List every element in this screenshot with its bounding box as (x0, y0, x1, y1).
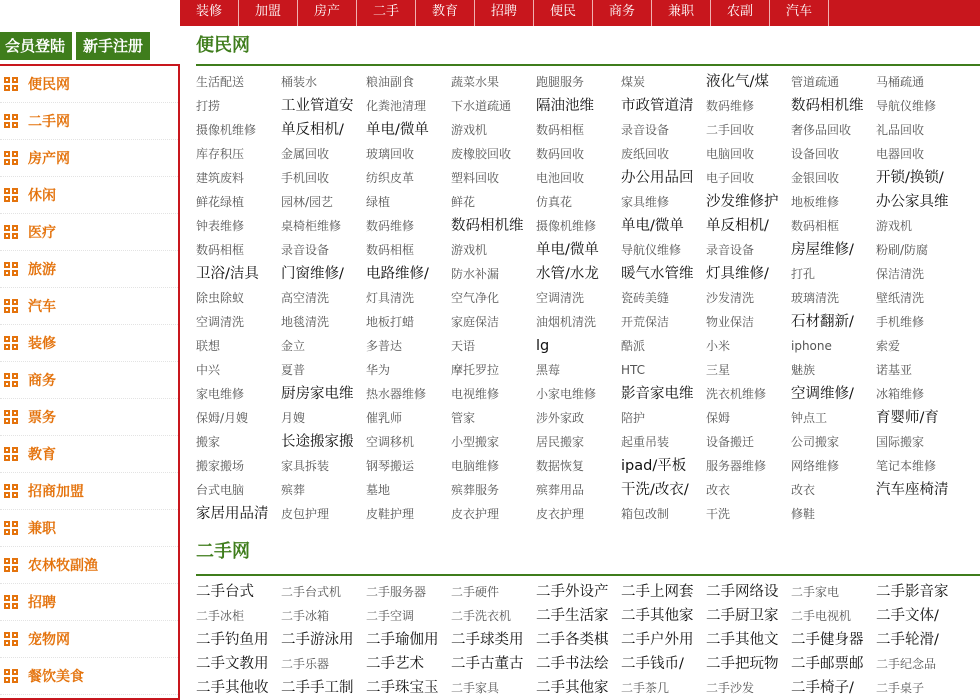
category-link[interactable]: 鲜花绿植 (196, 195, 245, 209)
category-link[interactable]: 库存积压 (196, 147, 245, 161)
category-link[interactable]: 录音设备 (621, 123, 670, 137)
nav-item[interactable]: 兼职 (652, 0, 711, 26)
sidebar-menu-item[interactable] (0, 288, 178, 325)
sidebar-menu-item[interactable] (0, 436, 178, 473)
sidebar-menu-item[interactable] (0, 473, 178, 510)
category-link[interactable]: 废橡胶回收 (451, 147, 512, 161)
category-link[interactable]: 三星 (706, 363, 731, 377)
category-link[interactable]: 长途搬家搬 (281, 434, 354, 450)
nav-item[interactable]: 二手 (357, 0, 416, 26)
sidebar-menu-item[interactable] (0, 547, 178, 584)
section-ershou (196, 532, 980, 700)
category-link[interactable]: 水管/水龙 (536, 266, 599, 282)
sidebar-menu-label: 商务 (28, 373, 56, 389)
category-link[interactable]: 二手回收 (706, 123, 755, 137)
category-link[interactable]: 二手硬件 (451, 585, 500, 599)
category-link[interactable]: 二手书法绘 (536, 656, 609, 672)
category-link[interactable]: 二手椅子/ (791, 680, 854, 696)
category-link[interactable]: 防水补漏 (451, 267, 500, 281)
category-link[interactable]: 笔记本维修 (876, 459, 937, 473)
grid-icon (4, 225, 18, 239)
category-link[interactable]: 皮包护理 (281, 507, 330, 521)
category-link[interactable]: 摩托罗拉 (451, 363, 500, 377)
category-link[interactable]: 二手服务器 (366, 585, 427, 599)
category-link[interactable]: 数码相框 (366, 243, 415, 257)
category-link[interactable]: 服务器维修 (706, 459, 767, 473)
category-link[interactable]: 录音设备 (706, 243, 755, 257)
category-link[interactable]: 单电/微单 (621, 218, 684, 234)
category-link[interactable]: 开荒保洁 (621, 315, 670, 329)
sidebar-menu-label: 兼职 (28, 521, 56, 537)
category-link[interactable]: 导航仪维修 (876, 99, 937, 113)
category-link[interactable]: 家庭保洁 (451, 315, 500, 329)
category-link[interactable]: 家具维修 (621, 195, 670, 209)
category-link[interactable]: 居民搬家 (536, 435, 585, 449)
category-link[interactable]: 二手乐器 (281, 657, 330, 671)
link-grid (196, 580, 980, 700)
category-link[interactable]: 二手其他收 (196, 680, 269, 696)
sidebar-menu-label: 农林牧副渔 (28, 558, 98, 574)
category-link[interactable]: 单反相机/ (706, 218, 769, 234)
category-link[interactable]: 二手影音家 (876, 584, 949, 600)
nav-item[interactable]: 教育 (416, 0, 475, 26)
category-link[interactable]: 导航仪维修 (621, 243, 682, 257)
grid-icon (4, 669, 18, 683)
category-link[interactable]: 液化气/煤 (706, 74, 769, 90)
grid-icon (4, 151, 18, 165)
category-link[interactable]: 卫浴/洁具 (196, 266, 259, 282)
sidebar-menu-label: 医疗 (28, 225, 56, 241)
category-link[interactable]: 粮油副食 (366, 75, 415, 89)
category-link[interactable]: 空调维修/ (791, 386, 854, 402)
category-menu (0, 64, 180, 700)
category-link[interactable]: 打孔 (791, 267, 816, 281)
sidebar-menu-item[interactable] (0, 140, 178, 177)
category-link[interactable]: 干洗 (706, 507, 731, 521)
category-link[interactable]: 金属回收 (281, 147, 330, 161)
category-link[interactable]: 设备回收 (791, 147, 840, 161)
category-link[interactable]: 涉外家政 (536, 411, 585, 425)
category-link[interactable]: 电视维修 (451, 387, 500, 401)
category-link[interactable]: 天语 (451, 339, 476, 353)
category-link[interactable]: 钢琴搬运 (366, 459, 415, 473)
sidebar-menu-item[interactable] (0, 325, 178, 362)
nav-item[interactable]: 汽车 (770, 0, 829, 26)
category-link[interactable]: lg (536, 338, 550, 354)
section-divider (196, 64, 980, 66)
category-link[interactable]: 房屋维修/ (791, 242, 854, 258)
category-link[interactable]: 隔油池维 (536, 98, 594, 114)
category-link[interactable]: 多普达 (366, 339, 403, 353)
category-link[interactable]: 手机维修 (876, 315, 925, 329)
sidebar-menu-label: 汽车 (28, 299, 56, 315)
category-link[interactable]: 手机回收 (281, 171, 330, 185)
category-link[interactable]: 游戏机 (876, 219, 913, 233)
nav-item[interactable]: 房产 (298, 0, 357, 26)
category-link[interactable]: 摄像机维修 (536, 219, 597, 233)
category-link[interactable]: 二手艺术 (366, 656, 424, 672)
grid-icon (4, 336, 18, 350)
category-link[interactable]: 二手其他文 (706, 632, 779, 648)
category-link[interactable]: 二手桌子 (876, 681, 925, 695)
category-link[interactable]: 玻璃清洗 (791, 291, 840, 305)
category-link[interactable]: 二手台式 (196, 584, 254, 600)
category-link[interactable]: 电池回收 (536, 171, 585, 185)
category-link[interactable]: 生活配送 (196, 75, 245, 89)
category-link[interactable]: 金银回收 (791, 171, 840, 185)
category-link[interactable]: 二手上网套 (621, 584, 694, 600)
category-link[interactable]: 保姆 (706, 411, 731, 425)
category-link[interactable]: 二手轮滑/ (876, 632, 939, 648)
category-link[interactable]: 国际搬家 (876, 435, 925, 449)
category-link[interactable]: 下水道疏通 (451, 99, 512, 113)
category-link[interactable]: 数据恢复 (536, 459, 585, 473)
sidebar-menu-item[interactable] (0, 621, 178, 658)
category-link[interactable]: 电脑维修 (451, 459, 500, 473)
category-link[interactable]: 二手茶几 (621, 681, 670, 695)
grid-icon (4, 410, 18, 424)
category-link[interactable]: 二手空调 (366, 609, 415, 623)
category-link[interactable]: 设备搬迁 (706, 435, 755, 449)
category-link[interactable]: 网络维修 (791, 459, 840, 473)
auth-buttons (0, 26, 180, 66)
category-link[interactable]: 殡葬用品 (536, 483, 585, 497)
nav-item[interactable]: 装修 (180, 0, 239, 26)
category-link[interactable]: 二手生活家 (536, 608, 609, 624)
category-link[interactable]: 小型搬家 (451, 435, 500, 449)
category-link[interactable]: 单反相机/ (281, 122, 344, 138)
grid-icon (4, 632, 18, 646)
category-link[interactable]: 二手台式机 (281, 585, 342, 599)
category-link[interactable]: 建筑废料 (196, 171, 245, 185)
sidebar-menu-label: 房产网 (28, 151, 70, 167)
category-link[interactable]: 电路维修/ (366, 266, 429, 282)
sidebar-menu-label: 休闲 (28, 188, 56, 204)
category-link[interactable]: 暖气水管维 (621, 266, 694, 282)
category-link[interactable]: 地板打蜡 (366, 315, 415, 329)
sidebar-menu-item[interactable] (0, 399, 178, 436)
category-link[interactable]: iphone (791, 339, 832, 353)
grid-icon (4, 447, 18, 461)
category-link[interactable]: 催乳师 (366, 411, 403, 425)
category-link[interactable]: 洗衣机维修 (706, 387, 767, 401)
category-link[interactable]: 保姆/月嫂 (196, 411, 249, 425)
category-link[interactable]: 奢侈品回收 (791, 123, 852, 137)
sidebar-menu-item[interactable] (0, 214, 178, 251)
category-link[interactable]: 二手冰柜 (196, 609, 245, 623)
category-link[interactable]: 月嫂 (281, 411, 306, 425)
category-link[interactable]: 厨房家电维 (281, 386, 354, 402)
new-user-register-button[interactable]: 新手注册 (76, 32, 150, 60)
category-link[interactable]: 游戏机 (451, 243, 488, 257)
category-link[interactable]: 夏普 (281, 363, 306, 377)
category-link[interactable]: 索爱 (876, 339, 901, 353)
category-link[interactable]: 二手文体/ (876, 608, 939, 624)
category-link[interactable]: 二手其他家 (536, 680, 609, 696)
sidebar-menu-label: 宠物网 (28, 632, 70, 648)
category-link[interactable]: 桶装水 (281, 75, 318, 89)
category-link[interactable]: 仿真花 (536, 195, 573, 209)
nav-item[interactable]: 招聘 (475, 0, 534, 26)
sidebar-menu-item[interactable] (0, 103, 178, 140)
category-link[interactable]: 单电/微单 (536, 242, 599, 258)
category-link[interactable]: 台式电脑 (196, 483, 245, 497)
category-link[interactable]: 皮衣护理 (536, 507, 585, 521)
category-link[interactable]: 育婴师/育 (876, 410, 939, 426)
category-link[interactable]: 塑料回收 (451, 171, 500, 185)
category-link[interactable]: 二手瑜伽用 (366, 632, 439, 648)
category-link[interactable]: 纺织皮革 (366, 171, 415, 185)
category-link[interactable]: 瓷砖美缝 (621, 291, 670, 305)
section-bianmin (196, 26, 980, 526)
grid-icon (4, 299, 18, 313)
category-link[interactable]: 开锁/换锁/ (876, 170, 944, 186)
section-title: 二手网 (196, 541, 250, 562)
category-link[interactable]: 油烟机清洗 (536, 315, 597, 329)
category-link[interactable]: 皮衣护理 (451, 507, 500, 521)
category-link[interactable]: 化粪池清理 (366, 99, 427, 113)
category-link[interactable]: 数码相框 (536, 123, 585, 137)
grid-icon (4, 77, 18, 91)
category-link[interactable]: 园林/园艺 (281, 195, 334, 209)
category-link[interactable]: 市政管道清 (621, 98, 694, 114)
category-link[interactable]: 煤炭 (621, 75, 646, 89)
category-link[interactable]: 改衣 (791, 483, 816, 497)
category-link[interactable]: 家居用品清 (196, 506, 269, 522)
category-link[interactable]: 冰箱维修 (876, 387, 925, 401)
category-link[interactable]: 电脑回收 (706, 147, 755, 161)
category-link[interactable]: 摄像机维修 (196, 123, 257, 137)
sidebar-menu-item[interactable] (0, 658, 178, 695)
sidebar-menu-item[interactable] (0, 177, 178, 214)
category-link[interactable]: 数码相机维 (451, 218, 524, 234)
nav-item[interactable]: 便民 (534, 0, 593, 26)
category-link[interactable]: 沙发清洗 (706, 291, 755, 305)
category-link[interactable]: 打捞 (196, 99, 221, 113)
nav-item[interactable]: 加盟 (239, 0, 298, 26)
category-link[interactable]: 数码相框 (196, 243, 245, 257)
category-link[interactable]: 殡葬服务 (451, 483, 500, 497)
category-link[interactable]: 电器回收 (876, 147, 925, 161)
category-link[interactable]: 二手钓鱼用 (196, 632, 269, 648)
category-link[interactable]: 陪护 (621, 411, 646, 425)
main-content (196, 26, 980, 700)
category-link[interactable]: 空气净化 (451, 291, 500, 305)
sidebar-menu-item[interactable] (0, 362, 178, 399)
category-link[interactable]: 墓地 (366, 483, 391, 497)
category-link[interactable]: 二手家具 (451, 681, 500, 695)
category-link[interactable]: 二手手工制 (281, 680, 354, 696)
sidebar-menu-label: 招商加盟 (28, 484, 84, 500)
category-link[interactable]: 二手各类棋 (536, 632, 609, 648)
category-link[interactable]: 钟点工 (791, 411, 828, 425)
category-link[interactable]: 联想 (196, 339, 221, 353)
category-link[interactable]: 二手古董古 (451, 656, 524, 672)
grid-icon (4, 558, 18, 572)
category-link[interactable]: 马桶疏通 (876, 75, 925, 89)
category-link[interactable]: 门窗维修/ (281, 266, 344, 282)
category-link[interactable]: 二手健身器 (791, 632, 864, 648)
category-link[interactable]: 数码相框 (791, 219, 840, 233)
sidebar-menu-label: 票务 (28, 410, 56, 426)
category-link[interactable]: 二手游泳用 (281, 632, 354, 648)
category-link[interactable]: 殡葬 (281, 483, 306, 497)
sidebar-menu-label: 二手网 (28, 114, 70, 130)
category-link[interactable]: 皮鞋护理 (366, 507, 415, 521)
category-link[interactable]: 诺基亚 (876, 363, 913, 377)
category-link[interactable]: 公司搬家 (791, 435, 840, 449)
category-link[interactable]: 中兴 (196, 363, 221, 377)
category-link[interactable]: 影音家电维 (621, 386, 694, 402)
category-link[interactable]: 二手户外用 (621, 632, 694, 648)
section-divider (196, 574, 980, 576)
link-grid (196, 70, 980, 526)
category-link[interactable]: 二手其他家 (621, 608, 694, 624)
nav-item[interactable]: 商务 (593, 0, 652, 26)
category-link[interactable]: ipad/平板 (621, 458, 687, 474)
sidebar-menu-item[interactable] (0, 584, 178, 621)
category-link[interactable]: 起重吊装 (621, 435, 670, 449)
category-link[interactable]: 箱包改制 (621, 507, 670, 521)
category-link[interactable]: 二手外设产 (536, 584, 609, 600)
category-link[interactable]: 二手球类用 (451, 632, 524, 648)
category-link[interactable]: 黑莓 (536, 363, 561, 377)
category-link[interactable]: 汽车座椅清 (876, 482, 949, 498)
category-link[interactable]: 搬家搬场 (196, 459, 245, 473)
category-link[interactable]: 石材翻新/ (791, 314, 854, 330)
category-link[interactable]: 小家电维修 (536, 387, 597, 401)
grid-icon (4, 521, 18, 535)
category-link[interactable]: 废纸回收 (621, 147, 670, 161)
grid-icon (4, 114, 18, 128)
top-navigation (180, 0, 980, 26)
category-link[interactable]: 小米 (706, 339, 731, 353)
category-link[interactable]: 空调清洗 (536, 291, 585, 305)
category-link[interactable]: 高空清洗 (281, 291, 330, 305)
category-link[interactable]: 壁纸清洗 (876, 291, 925, 305)
category-link[interactable]: 热水器维修 (366, 387, 427, 401)
grid-icon (4, 262, 18, 276)
category-link[interactable]: 数码维修 (366, 219, 415, 233)
category-link[interactable]: 二手洗衣机 (451, 609, 512, 623)
sidebar-menu-item[interactable] (0, 251, 178, 288)
category-link[interactable]: 保洁清洗 (876, 267, 925, 281)
category-link[interactable]: 地毯清洗 (281, 315, 330, 329)
category-link[interactable]: 空调移机 (366, 435, 415, 449)
category-link[interactable]: 魅族 (791, 363, 816, 377)
member-login-button[interactable]: 会员登陆 (0, 32, 72, 60)
category-link[interactable]: 空调清洗 (196, 315, 245, 329)
category-link[interactable]: 灯具清洗 (366, 291, 415, 305)
category-link[interactable]: 跑腿服务 (536, 75, 585, 89)
category-link[interactable]: 金立 (281, 339, 306, 353)
category-link[interactable]: 办公用品回 (621, 170, 694, 186)
category-link[interactable]: 二手厨卫家 (706, 608, 779, 624)
category-link[interactable]: 电子回收 (706, 171, 755, 185)
category-link[interactable]: 二手邮票邮 (791, 656, 864, 672)
sidebar-menu-label: 教育 (28, 447, 56, 463)
section-title: 便民网 (196, 35, 250, 56)
category-link[interactable]: 二手网络设 (706, 584, 779, 600)
sidebar-menu-label: 装修 (28, 336, 56, 352)
sidebar-menu-item[interactable] (0, 66, 178, 103)
category-link[interactable]: 修鞋 (791, 507, 816, 521)
grid-icon (4, 595, 18, 609)
category-link[interactable]: 钟表维修 (196, 219, 245, 233)
category-link[interactable]: 家电维修 (196, 387, 245, 401)
category-link[interactable]: 二手电视机 (791, 609, 852, 623)
category-link[interactable]: 除虫除蚁 (196, 291, 245, 305)
category-link[interactable]: 礼品回收 (876, 123, 925, 137)
sidebar-menu-label: 招聘 (28, 595, 56, 611)
category-link[interactable]: HTC (621, 363, 646, 377)
category-link[interactable]: 家具拆装 (281, 459, 330, 473)
category-link[interactable]: 二手冰箱 (281, 609, 330, 623)
category-link[interactable]: 鲜花 (451, 195, 476, 209)
category-link[interactable]: 数码维修 (706, 99, 755, 113)
sidebar (0, 26, 180, 700)
grid-icon (4, 373, 18, 387)
grid-icon (4, 484, 18, 498)
sidebar-menu-label: 便民网 (28, 77, 70, 93)
category-link[interactable]: 沙发维修护 (706, 194, 779, 210)
category-link[interactable]: 管道疏通 (791, 75, 840, 89)
category-link[interactable]: 数码相机维 (791, 98, 864, 114)
category-link[interactable]: 数码回收 (536, 147, 585, 161)
category-link[interactable]: 物业保洁 (706, 315, 755, 329)
category-link[interactable]: 玻璃回收 (366, 147, 415, 161)
category-link[interactable]: 二手钱币/ (621, 656, 684, 672)
category-link[interactable]: 游戏机 (451, 123, 488, 137)
category-link[interactable]: 改衣 (706, 483, 731, 497)
category-link[interactable]: 二手把玩物 (706, 656, 779, 672)
category-link[interactable]: 绿植 (366, 195, 391, 209)
category-link[interactable]: 灯具维修/ (706, 266, 769, 282)
category-link[interactable]: 管家 (451, 411, 476, 425)
category-link[interactable]: 桌椅柜维修 (281, 219, 342, 233)
category-link[interactable]: 地板维修 (791, 195, 840, 209)
category-link[interactable]: 干洗/改衣/ (621, 482, 689, 498)
category-link[interactable]: 工业管道安 (281, 98, 354, 114)
category-link[interactable]: 酷派 (621, 339, 646, 353)
category-link[interactable]: 搬家 (196, 435, 221, 449)
category-link[interactable]: 蔬菜水果 (451, 75, 500, 89)
sidebar-menu-item[interactable] (0, 510, 178, 547)
category-link[interactable]: 二手家电 (791, 585, 840, 599)
category-link[interactable]: 二手珠宝玉 (366, 680, 439, 696)
category-link[interactable]: 粉刷/防腐 (876, 243, 929, 257)
grid-icon (4, 188, 18, 202)
category-link[interactable]: 华为 (366, 363, 391, 377)
category-link[interactable]: 二手沙发 (706, 681, 755, 695)
category-link[interactable]: 办公家具维 (876, 194, 949, 210)
category-link[interactable]: 录音设备 (281, 243, 330, 257)
nav-item[interactable]: 农副 (711, 0, 770, 26)
sidebar-menu-label: 餐饮美食 (28, 669, 84, 685)
category-link[interactable]: 二手纪念品 (876, 657, 937, 671)
category-link[interactable]: 单电/微单 (366, 122, 429, 138)
category-link[interactable]: 二手文教用 (196, 656, 269, 672)
sidebar-menu-label: 旅游 (28, 262, 56, 278)
